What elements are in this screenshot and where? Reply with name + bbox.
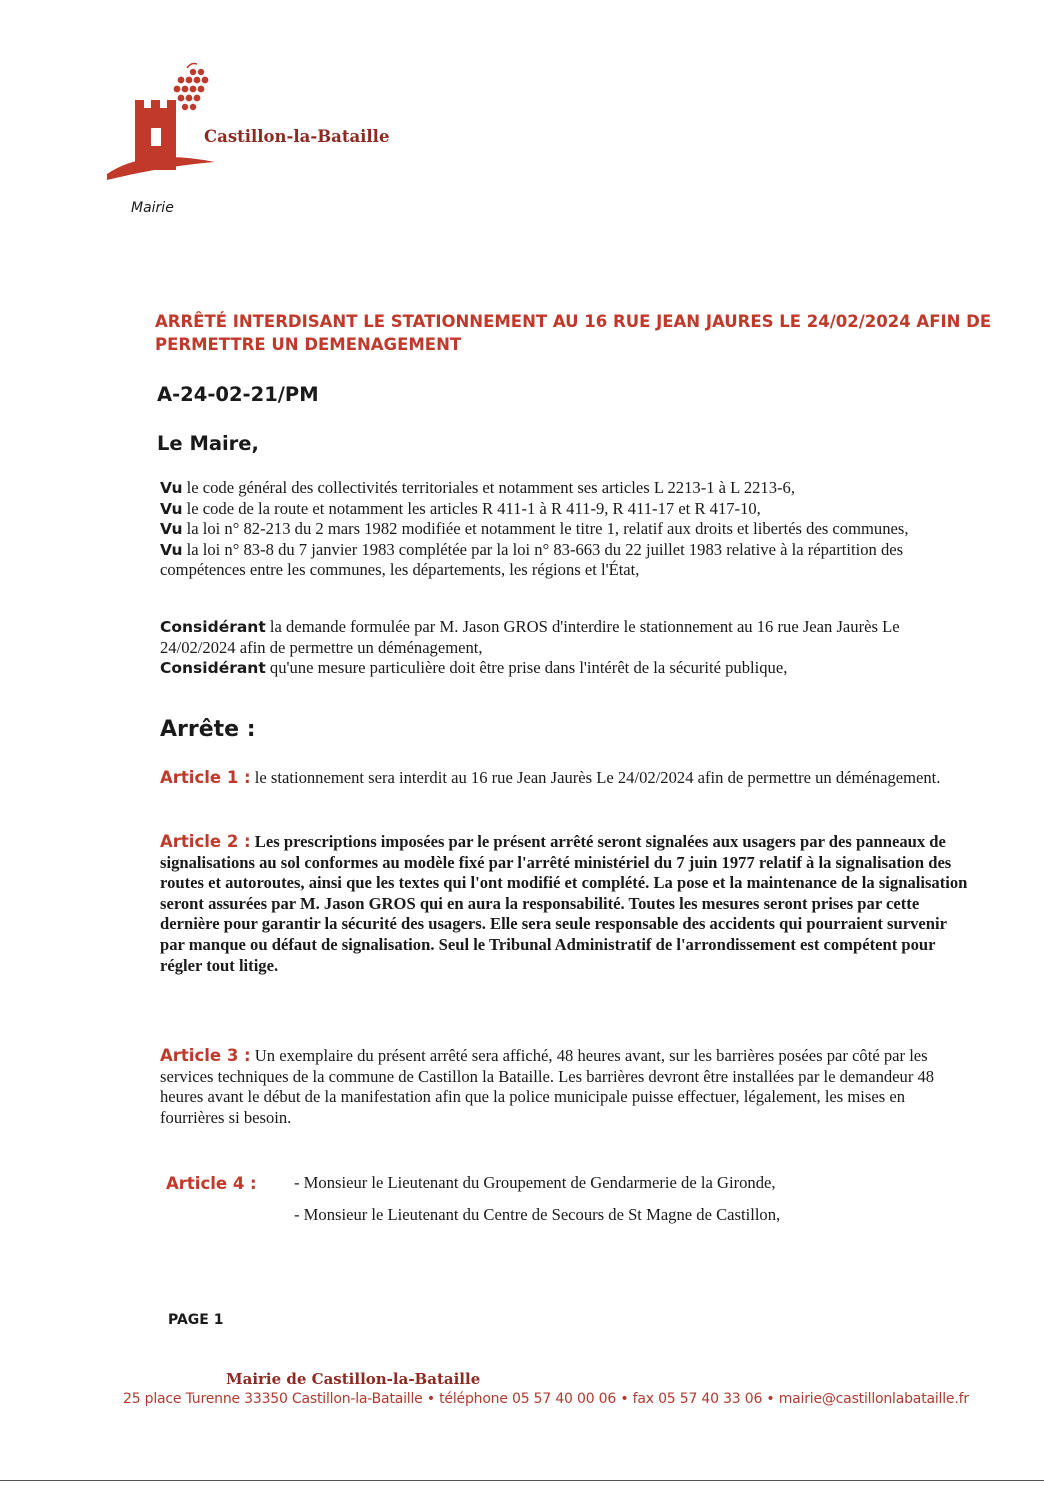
article-4-item: - Monsieur le Lieutenant du Centre de Secours de St Magne de Castillon, [294, 1205, 781, 1224]
page-number: PAGE 1 [168, 1312, 224, 1328]
footer-name: Mairie de Castillon-la-Bataille [226, 1370, 481, 1388]
org-name: Castillon-la-Bataille [204, 127, 390, 146]
article-2: Article 2 : Les prescriptions imposées par le présent arrêté seront signalées aux usagers par des panneaux de signalisations au sol conformes au modèle fixé par l'arrêté ministériel du 7 juin 1977 relatif à la signalisation des routes et autoroutes, ainsi que les textes qui l'ont modifié et complété. La pose et la maintenance de la signalisation seront assurées par M. Jason GROS qui en aura la responsabilité. Toutes les mesures seront prises par cette dernière pour garantir la sécurité des usagers. Elle sera seule responsable des accidents qui pourraient survenir par manque ou défaut de signalisation. Seul le Tribunal Administratif de l'arrondissement est compétent pour régler tout litige. [160, 832, 968, 975]
vu-item: Vu la loi n° 83-8 du 7 janvier 1983 complétée par la loi n° 83-663 du 22 juillet 1983 relative à la répartition des compétences entre les communes, les départements, les régions et l'État, [160, 539, 904, 580]
decree-title: ARRÊTÉ INTERDISANT LE STATIONNEMENT AU 16 RUE JEAN JAURES LE 24/02/2024 AFIN DE PERMETTRE UN DEMENAGEMENT [155, 312, 992, 354]
article-4-item: - Monsieur le Lieutenant du Groupement de Gendarmerie de la Gironde, [294, 1173, 776, 1192]
considerant-item: Considérant la demande formulée par M. Jason GROS d'interdire le stationnement au 16 rue Jean Jaurès Le 24/02/2024 afin de permettre un déménagement, [160, 617, 900, 657]
article-1: Article 1 : le stationnement sera interdit au 16 rue Jean Jaurès Le 24/02/2024 afin de permettre un déménagement. [160, 768, 941, 787]
vu-item: Vu la loi n° 82-213 du 2 mars 1982 modifiée et notamment le titre 1, relatif aux droits et libertés des communes, [160, 519, 909, 539]
article-4-label: Article 4 : [166, 1174, 257, 1193]
arrete-heading: Arrête : [160, 717, 256, 742]
bottom-rule [0, 1480, 1044, 1481]
considerant-section [160, 617, 960, 679]
article-3: Article 3 : Un exemplaire du présent arrêté sera affiché, 48 heures avant, sur les barrières posées par côté par les services techniques de la commune de Castillon la Bataille. Les barrières devront être installées par le demandeur 48 heures avant le début de la manifestation afin que la police municipale puisse effectuer, légalement, les mises en fourrières si besoin. [160, 1046, 935, 1127]
decree-reference: A-24-02-21/PM [157, 383, 319, 406]
castle-grapes-logo-icon [105, 62, 215, 192]
footer-address: 25 place Turenne 33350 Castillon-la-Bataille • téléphone 05 57 40 00 06 • fax 05 57 40 33 06 • mairie@castillonlabataille.fr [123, 1391, 969, 1407]
vu-item: Vu le code général des collectivités territoriales et notamment ses articles L 2213-1 à L 2213-6, [160, 478, 796, 497]
article-label: Article 1 : [160, 768, 251, 787]
article-label: Article 2 : [160, 832, 251, 851]
considerant-item: Considérant qu'une mesure particulière doit être prise dans l'intérêt de la sécurité publique, [160, 658, 788, 678]
le-maire-heading: Le Maire, [157, 432, 259, 455]
vu-item: Vu le code de la route et notamment les articles R 411-1 à R 411-9, R 411-17 et R 417-10, [160, 498, 761, 518]
article-label: Article 3 : [160, 1046, 251, 1065]
vu-section [160, 478, 960, 581]
mairie-subtitle: Mairie [131, 200, 174, 216]
